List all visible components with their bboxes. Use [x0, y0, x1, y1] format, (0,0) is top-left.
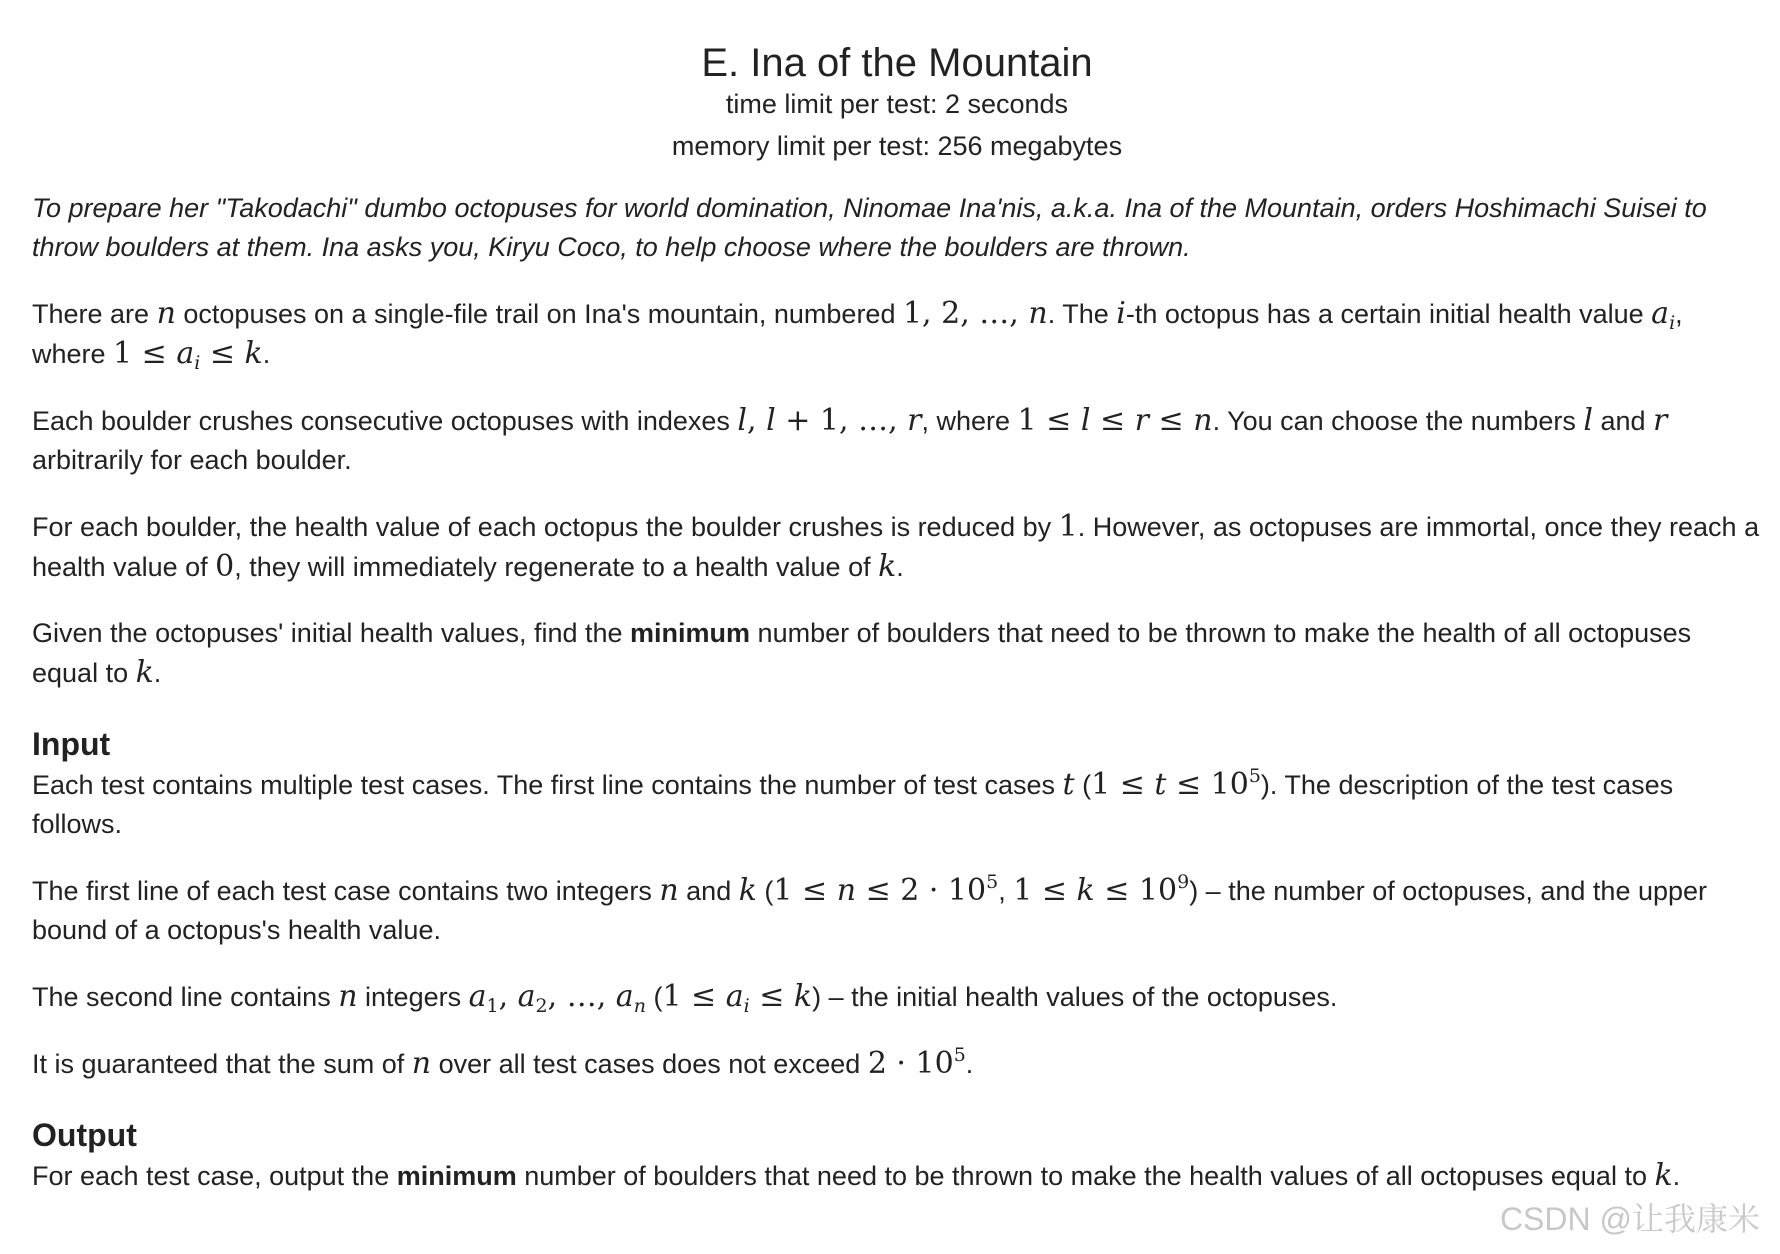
emphasis: minimum [396, 1161, 517, 1191]
math: 1, 2, …, n [902, 296, 1048, 331]
math: n [411, 1046, 432, 1081]
input-paragraph: The second line contains n integers $a_1$, $a_2$, …, $a_n$ $(1 \le a_i \le k)$ – the initial health values of the octopuses. [32, 979, 1338, 1017]
math: n [659, 873, 679, 908]
math: $1 \le a_i \le k$ [113, 336, 263, 374]
legend: To prepare her "Takodachi" dumbo octopuses for world domination, Ninomae Ina'nis, a.k.a. Ina of the Mountain, orders Hoshimachi Suisei to throw boulders at them. Ina asks you, Kiryu Coco, to help choose where the boulders are thrown. [32, 193, 1707, 262]
statement-paragraph: Each boulder crushes consecutive octopuses with indexes l, l + 1, …, r, where 1 ≤ l ≤ r ≤ n. You can choose the numbers l and r arbitrarily for each boulder. [32, 403, 1668, 475]
math: $a_i$ [1651, 296, 1676, 334]
math: k [738, 873, 757, 908]
input-paragraph: Each test contains multiple test cases. The first line contains the number of test cases t $(1 \le t \le 10^5)$. The description of the test cases follows. [32, 765, 1674, 839]
math: $1 \le n \le 2 \cdot 10^5$ [773, 871, 999, 908]
math: $a_1$, $a_2$, …, $a_n$ [468, 979, 646, 1017]
math: t [1062, 767, 1075, 802]
input-section-title: Input [32, 726, 111, 762]
math: $1 \le k \le 10^9$ [1013, 871, 1190, 908]
math: l, l + 1, …, r [737, 403, 922, 438]
problem-title: E. Ina of the Mountain [701, 41, 1093, 85]
problem-statement [32, 0, 1762, 1196]
math: n [156, 296, 176, 331]
math: r [1653, 403, 1668, 438]
csdn-watermark: CSDN @让我康米 [1499, 1201, 1760, 1237]
math: $1 \le t \le 10^5$ [1091, 765, 1261, 802]
math: n [338, 979, 358, 1014]
memory-limit: memory limit per test: 256 megabytes [671, 131, 1123, 161]
output-section-title: Output [32, 1117, 137, 1153]
emphasis: minimum [630, 618, 751, 648]
math: 0 [215, 549, 235, 584]
math: l [1583, 403, 1593, 438]
input-paragraph: The first line of each test case contains two integers n and k ($1 \le n \le 2 \cdot 10^5$, $1 \le k \le 10^9$) – the number of octopuses, and the upper bound of a octopus's health value. [32, 871, 1708, 945]
math: $2 \cdot 10^5$ [867, 1044, 966, 1081]
statement-paragraph: For each boulder, the health value of each octopus the boulder crushes is reduced by 1. However, as octopuses are immortal, once they reach a health value of 0, they will immediately regenerate to a health value of k. [32, 509, 1760, 584]
statement-paragraph: Given the octopuses' initial health values, find the minimum number of boulders that need to be thrown to make the health of all octopuses equal to k. [32, 618, 1692, 690]
problem-header [32, 43, 1762, 167]
math: k [135, 655, 154, 690]
math: $1 \le a_i \le k$ [662, 979, 813, 1017]
statement-paragraph: There are n octopuses on a single-file trail on Ina's mountain, numbered 1, 2, …, n. The i-th octopus has a certain initial health value $a_i$, where $1 \le a_i \le k$. [32, 296, 1683, 374]
input-paragraph: It is guaranteed that the sum of n over all test cases does not exceed $2 \cdot 10^5$. [32, 1044, 974, 1081]
time-limit: time limit per test: 2 seconds [725, 89, 1069, 119]
math: 1 [1058, 509, 1078, 544]
math: k [1654, 1158, 1673, 1193]
math: 1 ≤ l ≤ r ≤ n [1017, 403, 1213, 438]
output-paragraph: For each test case, output the minimum number of boulders that need to be thrown to make the health values of all octopuses equal to k. [32, 1158, 1681, 1193]
math: i [1116, 296, 1126, 331]
math: k [878, 549, 897, 584]
